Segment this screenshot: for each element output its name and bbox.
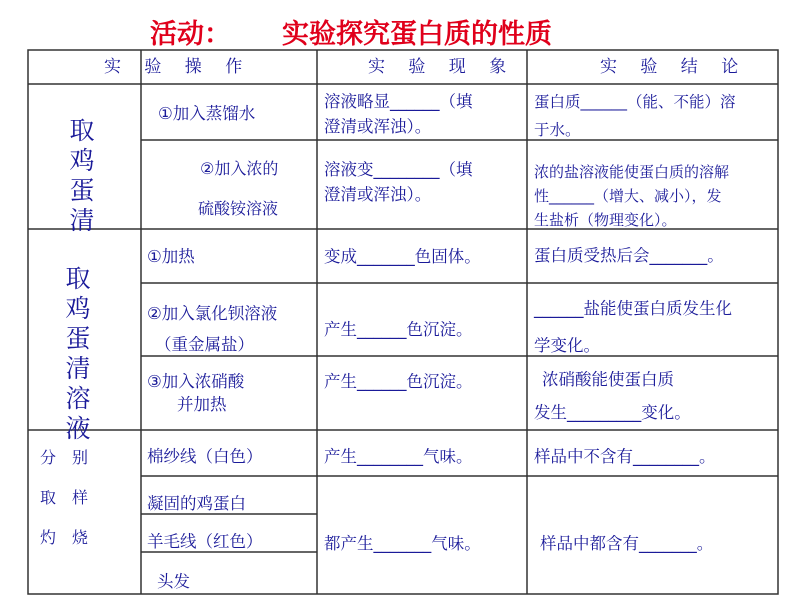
text-line: 硫酸铵溶液	[198, 199, 279, 218]
section1-label	[62, 116, 102, 236]
s2-row1-conclusion: 蛋白质受热后会_______。	[534, 246, 724, 265]
s1-row1-phenomenon	[324, 86, 473, 142]
s2-row2-operation	[147, 298, 277, 360]
header-operation: 实 验 操 作	[104, 57, 252, 77]
title-main: 实验探究蛋白质的性质	[282, 19, 552, 50]
s1-row2-conclusion	[534, 160, 729, 232]
text-line: 取 样	[40, 488, 89, 507]
section2-label-char: 清	[65, 354, 91, 383]
text-line: ______盐能使蛋白质发生化	[534, 299, 732, 318]
header-phenomenon: 实 验 现 象	[368, 57, 516, 77]
s3-row2-operation-2: 羊毛线（红色）	[147, 532, 263, 551]
title-prefix: 活动：	[150, 19, 231, 50]
text-line: 于水。	[534, 121, 581, 139]
section2-label	[58, 264, 98, 444]
text-line: 澄清或浑浊）。	[324, 117, 432, 136]
text-line: 溶液略显______（填	[324, 92, 473, 111]
text-line: 生盐析（物理变化）。	[534, 211, 677, 229]
s3-row2-phenomenon: 都产生_______气味。	[324, 534, 481, 553]
text-line: 蛋白质______（能、不能）溶	[534, 93, 736, 111]
section1-label-char: 蛋	[69, 176, 95, 205]
s1-row2-phenomenon	[324, 154, 473, 210]
page-title	[0, 6, 794, 50]
s2-row3-operation	[147, 366, 244, 420]
s1-row1-conclusion	[534, 88, 736, 144]
text-line: ③加入浓硝酸	[147, 372, 245, 391]
s3-row1-conclusion: 样品中不含有________。	[534, 447, 716, 466]
header-conclusion: 实 验 结 论	[600, 57, 748, 77]
s3-row2-conclusion: 样品中都含有_______。	[540, 534, 714, 553]
section3-label	[40, 438, 88, 558]
s2-row3-phenomenon: 产生______色沉淀。	[324, 372, 473, 391]
text-line: （重金属盐）	[155, 335, 254, 354]
section1-label-char: 鸡	[69, 146, 95, 175]
text-line: 浓的盐溶液能使蛋白质的溶解	[534, 163, 730, 181]
text-line: 学变化。	[534, 336, 600, 355]
s2-row1-phenomenon: 变成_______色固体。	[324, 247, 481, 266]
s1-row2-operation	[200, 149, 278, 229]
section1-label-char: 清	[69, 206, 95, 235]
section2-label-char: 鸡	[65, 294, 91, 323]
text-line: 澄清或浑浊）。	[324, 185, 432, 204]
section1-label-char: 取	[69, 116, 95, 145]
section2-label-char: 蛋	[65, 324, 91, 353]
s1-row1-operation: ①加入蒸馏水	[158, 104, 256, 123]
s2-row2-phenomenon: 产生______色沉淀。	[324, 320, 473, 339]
s2-row2-conclusion	[534, 293, 732, 361]
s3-row1-phenomenon: 产生________气味。	[324, 447, 473, 466]
text-line: 溶液变________（填	[324, 160, 473, 179]
text-line: ②加入氯化钡溶液	[147, 304, 278, 323]
text-line: 性______（增大、减小），发	[534, 187, 722, 205]
text-line: ②加入浓的	[200, 159, 279, 178]
text-line: 浓硝酸能使蛋白质	[542, 370, 674, 389]
section2-label-char: 取	[65, 264, 91, 293]
section2-label-char: 溶	[65, 384, 91, 413]
s3-row2-operation-1: 凝固的鸡蛋白	[147, 494, 246, 513]
text-line: 并加热	[177, 395, 227, 414]
s3-row2-operation-3: 头发	[157, 572, 190, 591]
s2-row3-conclusion	[534, 364, 691, 428]
text-line: 发生_________变化。	[534, 403, 691, 422]
s2-row1-operation: ①加热	[147, 247, 195, 266]
text-line: 灼 烧	[40, 528, 89, 547]
s3-row1-operation: 棉纱线（白色）	[147, 447, 263, 466]
text-line: 分 别	[40, 448, 89, 467]
section2-label-char: 液	[65, 414, 91, 443]
